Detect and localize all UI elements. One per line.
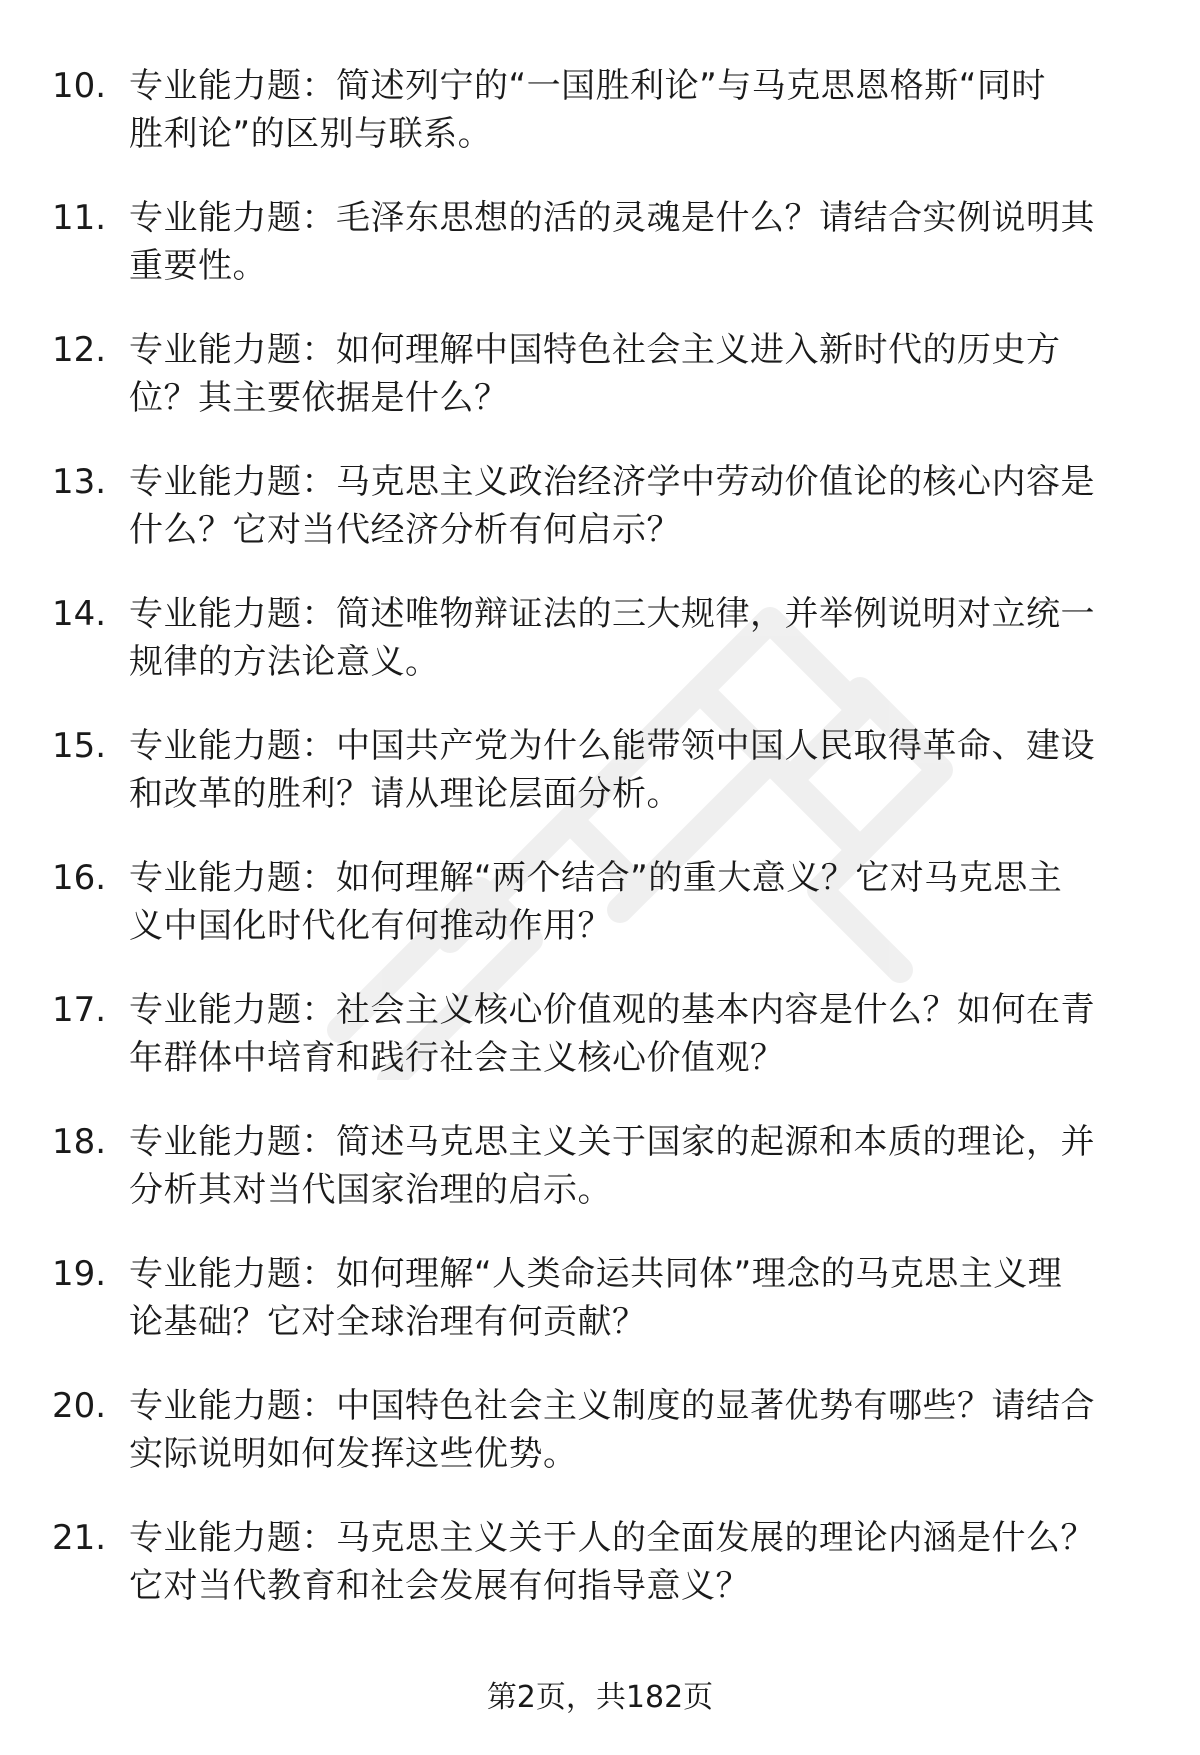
question-number: 16. xyxy=(52,858,107,898)
question-text xyxy=(129,1514,1189,1610)
question-text-line: 什么？它对当代经济分析有何启示？ xyxy=(129,510,681,550)
question-item xyxy=(52,1382,1142,1514)
question-text xyxy=(129,326,1189,422)
question-text xyxy=(129,1118,1189,1214)
question-number: 21. xyxy=(52,1518,107,1558)
question-text-line: 义中国化时代化有何推动作用？ xyxy=(129,906,612,946)
question-text-line: 分析其对当代国家治理的启示。 xyxy=(129,1170,612,1210)
page-number-text: 第2页，共182页 xyxy=(486,1680,714,1715)
question-text xyxy=(129,1382,1189,1478)
question-item xyxy=(52,1514,1142,1646)
question-item xyxy=(52,854,1142,986)
page-footer xyxy=(0,1678,1200,1718)
question-text-line: 专业能力题：简述马克思主义关于国家的起源和本质的理论，并 xyxy=(129,1122,1095,1162)
question-item xyxy=(52,62,1142,194)
question-number: 13. xyxy=(52,462,107,502)
question-item xyxy=(52,194,1142,326)
question-text-line: 专业能力题：毛泽东思想的活的灵魂是什么？请结合实例说明其 xyxy=(129,198,1095,238)
question-number: 14. xyxy=(52,594,107,634)
question-text-line: 专业能力题：简述唯物辩证法的三大规律，并举例说明对立统一 xyxy=(129,594,1095,634)
question-number: 19. xyxy=(52,1254,107,1294)
question-number: 18. xyxy=(52,1122,107,1162)
question-text-line: 专业能力题：中国共产党为什么能带领中国人民取得革命、建设 xyxy=(129,726,1095,766)
question-text-line: 专业能力题：中国特色社会主义制度的显著优势有哪些？请结合 xyxy=(129,1386,1095,1426)
question-list xyxy=(52,62,1142,1646)
question-text xyxy=(129,194,1189,290)
question-text-line: 专业能力题：如何理解“人类命运共同体”理念的马克思主义理 xyxy=(129,1254,1063,1294)
question-text xyxy=(129,62,1189,158)
question-text-line: 专业能力题：如何理解中国特色社会主义进入新时代的历史方 xyxy=(129,330,1061,370)
question-text-line: 专业能力题：简述列宁的“一国胜利论”与马克思恩格斯“同时 xyxy=(129,66,1046,106)
question-text-line: 专业能力题：马克思主义政治经济学中劳动价值论的核心内容是 xyxy=(129,462,1095,502)
question-text-line: 重要性。 xyxy=(129,246,267,286)
question-item xyxy=(52,722,1142,854)
question-number: 15. xyxy=(52,726,107,766)
question-text xyxy=(129,590,1189,686)
question-item xyxy=(52,458,1142,590)
question-number: 11. xyxy=(52,198,107,238)
question-text xyxy=(129,458,1189,554)
question-text-line: 年群体中培育和践行社会主义核心价值观？ xyxy=(129,1038,785,1078)
question-item xyxy=(52,1250,1142,1382)
question-text-line: 论基础？它对全球治理有何贡献？ xyxy=(129,1302,647,1342)
question-text-line: 胜利论”的区别与联系。 xyxy=(129,114,493,154)
question-item xyxy=(52,1118,1142,1250)
question-text-line: 专业能力题：马克思主义关于人的全面发展的理论内涵是什么？ xyxy=(129,1518,1095,1558)
question-text xyxy=(129,986,1189,1082)
question-text xyxy=(129,854,1189,950)
question-item xyxy=(52,986,1142,1118)
question-text-line: 规律的方法论意义。 xyxy=(129,642,440,682)
question-number: 17. xyxy=(52,990,107,1030)
question-text-line: 专业能力题：社会主义核心价值观的基本内容是什么？如何在青 xyxy=(129,990,1095,1030)
question-text xyxy=(129,1250,1189,1346)
question-number: 20. xyxy=(52,1386,107,1426)
question-number: 10. xyxy=(52,66,107,106)
question-text xyxy=(129,722,1189,818)
question-item xyxy=(52,326,1142,458)
question-text-line: 和改革的胜利？请从理论层面分析。 xyxy=(129,774,681,814)
question-text-line: 专业能力题：如何理解“两个结合”的重大意义？它对马克思主 xyxy=(129,858,1063,898)
question-text-line: 它对当代教育和社会发展有何指导意义？ xyxy=(129,1566,750,1606)
question-item xyxy=(52,590,1142,722)
question-number: 12. xyxy=(52,330,107,370)
question-text-line: 实际说明如何发挥这些优势。 xyxy=(129,1434,578,1474)
question-text-line: 位？其主要依据是什么？ xyxy=(129,378,509,418)
